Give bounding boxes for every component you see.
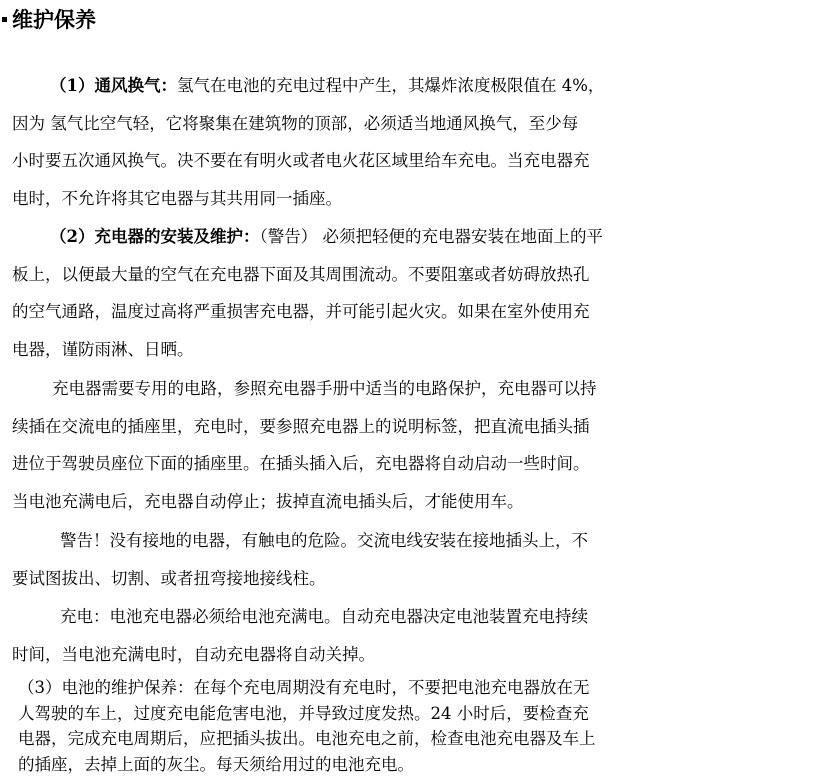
paragraph-battery-maintenance: [18, 675, 708, 777]
charger-install-label: （2）充电器的安装及维护：: [50, 227, 260, 246]
text-line: （2）充电器的安装及维护：（警告） 必须把轻便的充电器安装在地面上的平: [50, 227, 603, 246]
text-line: 续插在交流电的插座里，充电时，要参照充电器上的说明标签，把直流电插头插: [12, 416, 590, 436]
text-line: 充电器需要专用的电路，参照充电器手册中适当的电路保护，充电器可以持: [52, 379, 597, 398]
text-line: 板上，以便最大量的空气在充电器下面及其周围流动。不要阻塞或者妨碍放热孔: [12, 264, 590, 284]
text-line: 小时要五次通风换气。决不要在有明火或者电火花区域里给车充电。当充电器充: [12, 151, 590, 170]
heading-text: 维护保养: [12, 8, 96, 32]
text-line: 人驾驶的车上，过度充电能危害电池，并导致过度发热。24 小时后，要检查充: [18, 703, 589, 723]
text-line: 电时，不允许将其它电器与其共用同一插座。: [12, 188, 342, 208]
section-heading: [2, 6, 96, 34]
paragraph-charging: [12, 598, 702, 673]
text-line: 的空气通路，温度过高将严重损害充电器，并可能引起火灾。如果在室外使用充: [12, 302, 590, 321]
text-line: 要试图拔出、切割、或者扭弯接地接线柱。: [12, 568, 326, 588]
text-line: 电器，完成充电周期后，应把插头拔出。电池充电之前，检查电池充电器及车上: [18, 729, 596, 748]
text-line: 当电池充满电后，充电器自动停止；拔掉直流电插头后，才能使用车。: [12, 491, 524, 511]
text-line: 的插座，去掉上面的灰尘。每天须给用过的电池充电。: [18, 754, 414, 774]
paragraph-ventilation: [12, 67, 702, 217]
text-line: （1）通风换气：氢气在电池的充电过程中产生，其爆炸浓度极限值在 4%，: [50, 76, 605, 95]
text-line: （3）电池的维护保养：在每个充电周期没有充电时，不要把电池充电器放在无: [18, 678, 590, 697]
text-line: 进位于驾驶员座位下面的插座里。在插头插入后，充电器将自动启动一些时间。: [12, 454, 590, 473]
square-bullet-icon: [2, 17, 7, 22]
text-line: 充电：电池充电器必须给电池充满电。自动充电器决定电池装置充电持续: [60, 607, 588, 626]
paragraph-circuit: [12, 370, 702, 520]
text-line: 电器，谨防雨淋、日晒。: [12, 339, 194, 359]
ventilation-label: （1）通风换气：: [50, 76, 177, 95]
text-line: 警告！没有接地的电器，有触电的危险。交流电线安装在接地插头上，不: [60, 531, 588, 550]
paragraph-warning: [12, 522, 702, 597]
text-line: 因为 氢气比空气轻，它将聚集在建筑物的顶部，必须适当地通风换气，至少每: [12, 113, 579, 133]
paragraph-charger-install: [12, 218, 702, 368]
text-line: 时间，当电池充满电时，自动充电器将自动关掉。: [12, 644, 375, 664]
